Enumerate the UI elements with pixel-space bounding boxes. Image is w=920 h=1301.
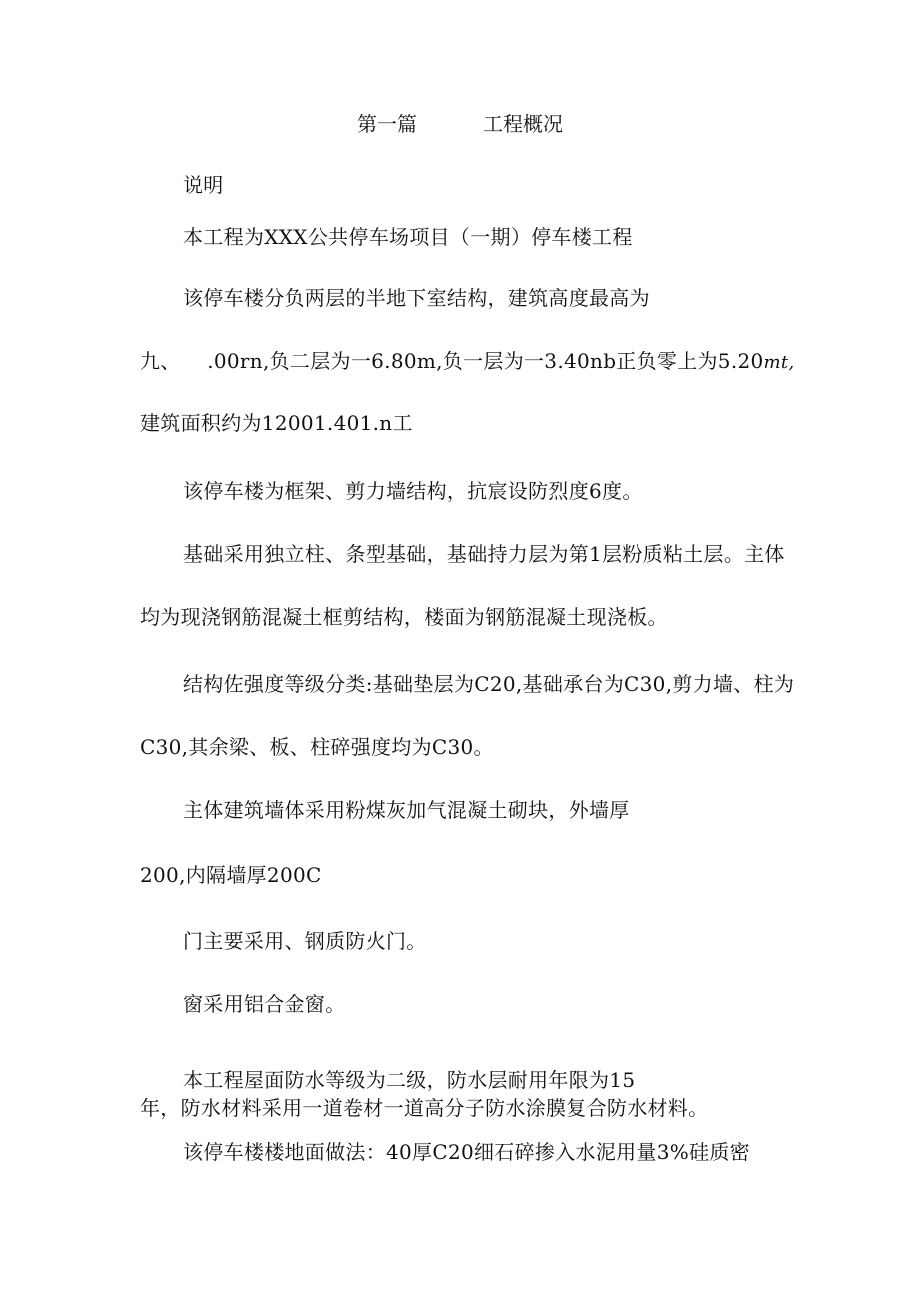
paragraph-line: 结构佐强度等级分类:基础垫层为C20,基础承台为C30,剪力墙、柱为 [183,672,795,696]
paragraph-line: 窗采用铝合金窗。 [183,992,346,1016]
paragraph-line: 该停车楼分负两层的半地下室结构，建筑高度最高为 [183,286,650,310]
paragraph-line: 均为现浇钢筋混凝土框剪结构，楼面为钢筋混凝土现浇板。 [140,605,668,629]
section-heading-description: 说明 [183,173,224,197]
paragraph-line: 200,内隔墙厚200C [140,863,322,887]
unit-glyph: mt, [763,352,795,373]
paragraph-line: 主体建筑墙体采用粉煤灰加气混凝土砌块，外墙厚 [183,798,630,822]
paragraph-line: 本工程为XXX公共停车场项目（一期）停车楼工程 [183,225,633,249]
paragraph-line: 门主要采用、钢质防火门。 [183,929,427,953]
paragraph-line: 该停车楼楼地面做法：40厚C20细石碎掺入水泥用量3%硅质密 [183,1140,750,1164]
chapter-name: 工程概况 [483,112,563,136]
chapter-title [0,112,920,136]
paragraph-line: C30,其余梁、板、柱碎强度均为C30。 [140,735,494,759]
paragraph-line: 基础采用独立柱、条型基础，基础持力层为第1层粉质粘土层。主体 [183,542,785,566]
paragraph-line: 年，防水材料采用一道卷材一道高分子防水涂膜复合防水材料。 [140,1096,709,1120]
paragraph-line: 建筑面积约为12001.401.n工 [140,411,413,435]
chapter-number: 第一篇 [357,112,417,136]
height-spec-text: 九、 .00rn,负二层为一6.80m,负一层为一3.40nb正负零上为5.20 [140,349,764,373]
paragraph-line: 该停车楼为框架、剪力墙结构，抗宸设防烈度6度。 [183,479,643,503]
paragraph-line [140,349,794,375]
paragraph-line: 本工程屋面防水等级为二级，防水层耐用年限为15 [183,1068,636,1092]
